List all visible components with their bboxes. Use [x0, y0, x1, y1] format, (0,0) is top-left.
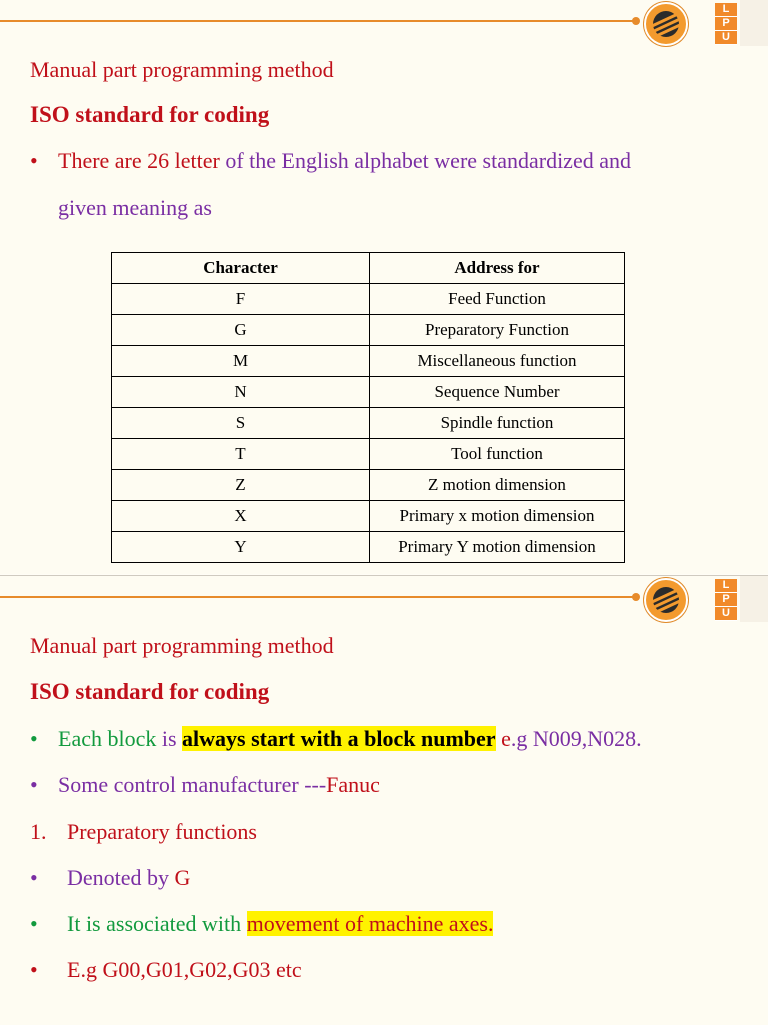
table-row — [112, 377, 625, 408]
b2-purple-text: Some control manufacturer --- — [58, 772, 327, 797]
university-logo-icon — [644, 2, 688, 46]
header-address: Address for — [370, 253, 625, 284]
table-row — [112, 470, 625, 501]
table-row — [112, 284, 625, 315]
lpu-letter-p: P — [715, 17, 737, 31]
bullet-marker: • — [30, 957, 38, 982]
b1-purple-text: is — [161, 726, 183, 751]
b1-tail-purple: .g N009,N028. — [510, 726, 642, 751]
cell-address: Z motion dimension — [370, 470, 625, 501]
logo-side-panel — [740, 0, 768, 46]
cell-character: Z — [112, 470, 370, 501]
cell-address: Feed Function — [370, 284, 625, 315]
table-row — [112, 501, 625, 532]
denoted-line — [67, 865, 190, 891]
cell-address: Primary Y motion dimension — [370, 532, 625, 563]
example-line: E.g G00,G01,G02,G03 etc — [67, 957, 302, 982]
lpu-letter-p: P — [715, 593, 737, 607]
lpu-badge — [715, 3, 737, 43]
bullet-marker: • — [30, 865, 38, 890]
bullet-marker: • — [30, 772, 38, 797]
address-table — [111, 252, 625, 563]
intro-red-text: There are 26 letter — [58, 148, 226, 173]
cell-address: Preparatory Function — [370, 315, 625, 346]
cell-address: Spindle function — [370, 408, 625, 439]
bullet-marker: • — [30, 726, 38, 751]
block-number-line — [58, 726, 642, 752]
header-rule — [0, 596, 638, 598]
bullet-marker: • — [30, 148, 38, 173]
table-row — [112, 315, 625, 346]
lpu-letter-l: L — [715, 579, 737, 593]
b3-red-text: G — [174, 865, 191, 890]
table-row — [112, 532, 625, 563]
header-rule — [0, 20, 638, 22]
cell-character: G — [112, 315, 370, 346]
cell-character: T — [112, 439, 370, 470]
cell-character: M — [112, 346, 370, 377]
b2-red-text: Fanuc — [326, 772, 380, 797]
b3-purple-text: Denoted by — [67, 865, 175, 890]
b1-highlight-text: always start with a block number — [182, 726, 496, 751]
b4-green-text: It is associated with — [67, 911, 247, 936]
b1-green-text: Each block — [58, 726, 162, 751]
numbered-marker: 1. — [30, 819, 47, 844]
slide-2 — [0, 575, 768, 1025]
slide-subtitle: ISO standard for coding — [30, 102, 270, 127]
table-row — [112, 408, 625, 439]
header-rule-dot — [632, 593, 640, 601]
slide-subtitle: ISO standard for coding — [30, 679, 270, 704]
axes-line — [67, 911, 493, 937]
intro-purple-text: of the English alphabet were standardized and — [225, 148, 631, 173]
lpu-letter-u: U — [715, 31, 737, 45]
header-character: Character — [112, 253, 370, 284]
cell-character: X — [112, 501, 370, 532]
lpu-badge — [715, 579, 737, 619]
table-row — [112, 439, 625, 470]
b1-tail-red: e — [495, 726, 511, 751]
logo-side-panel — [740, 576, 768, 622]
header-rule-dot — [632, 17, 640, 25]
b4-highlight-text: movement of machine axes. — [246, 911, 494, 936]
cell-character: S — [112, 408, 370, 439]
intro-line-1 — [58, 148, 631, 174]
preparatory-functions-heading: Preparatory functions — [67, 819, 257, 844]
intro-line-2: given meaning as — [58, 195, 212, 220]
lpu-letter-u: U — [715, 607, 737, 621]
bullet-marker: • — [30, 911, 38, 936]
lpu-letter-l: L — [715, 3, 737, 17]
cell-character: Y — [112, 532, 370, 563]
manufacturer-line — [58, 772, 380, 798]
table-header-row — [112, 253, 625, 284]
table-row — [112, 346, 625, 377]
university-logo-icon — [644, 578, 688, 622]
cell-character: N — [112, 377, 370, 408]
cell-address: Sequence Number — [370, 377, 625, 408]
slide-title: Manual part programming method — [30, 633, 334, 658]
cell-character: F — [112, 284, 370, 315]
cell-address: Tool function — [370, 439, 625, 470]
cell-address: Miscellaneous function — [370, 346, 625, 377]
cell-address: Primary x motion dimension — [370, 501, 625, 532]
slide-title: Manual part programming method — [30, 57, 334, 82]
